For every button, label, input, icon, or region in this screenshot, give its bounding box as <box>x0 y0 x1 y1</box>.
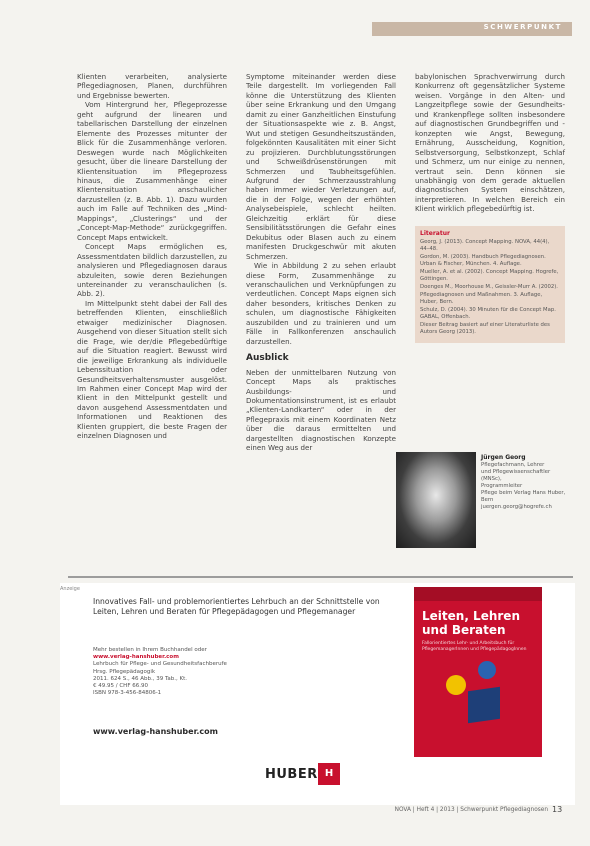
cube-icon <box>468 687 500 723</box>
ad-contact-line: Hrsg. Pflegepädagogik <box>93 668 156 675</box>
author-line: und Pflegewissenschaftler <box>481 469 551 475</box>
literature-box <box>415 226 565 343</box>
advertisement <box>60 583 575 805</box>
paragraph: Neben der unmittelbaren Nutzung von Concept Maps als praktisches Ausbildungs- und Dokumentationsinstrument, ist es erlaubt „Klienten-Landkarten“ oder in der Pflegepraxis mit einem Koordinaten Netz über die daraus ermittelten und dargestellten diagnostischen Konzepte einen Weg aus der <box>246 367 396 453</box>
ad-tagline: Innovatives Fall- und problemorientiertes Lehrbuch an der Schnittstelle von Leiten, Lehren und Beraten für Pflegepädagogen und Pflegemanager <box>93 597 380 617</box>
blue-ball-icon <box>478 661 496 679</box>
book-subtitle: Fallorientiertes Lehr- und Arbeitsbuch für PflegemanagerInnen und PflegepädagogInnen <box>422 641 527 652</box>
text-column-3 <box>415 72 565 343</box>
literature-heading: Literatur <box>420 229 450 237</box>
book-title-line: Leiten, Lehren <box>422 609 520 623</box>
text-column-2 <box>246 72 396 453</box>
ad-contact-link[interactable]: www.verlag-hanshuber.com <box>93 654 179 661</box>
paragraph: Wie in Abbildung 2 zu sehen erlaubt diese Form, Zusammenhänge zu veranschaulichen und Verknüpfungen zu verdeutlichen. Concept Maps eignen sich daher besonders, kritisches Denken zu schulen, um diagnostische Fähigkeiten auszubilden und zu trainieren und um Fälle in Fallkonferenzen anschaulich darzustellen. <box>246 261 396 346</box>
author-email: juergen.georg@hogrefe.ch <box>481 504 552 510</box>
paragraph: Concept Maps ermöglichen es, Assessmentdaten bildlich darzustellen, zu analysieren und Pflegediagnosen daraus abzuleiten, sowie deren Beziehungen untereinander zu veranschaulichen (s. Abb. 2). <box>77 242 227 299</box>
ad-contact-line: Mehr bestellen in Ihrem Buchhandel oder <box>93 647 207 653</box>
author-line: Bern <box>481 497 494 503</box>
section-heading: Ausblick <box>246 353 289 364</box>
literature-item: Mueller, A. et al. (2002). Concept Mapping. Hogrefe, Göttingen. <box>420 269 559 283</box>
paragraph: babylonischen Sprachverwirrung durch Konkurrenz oft gegensätzlicher Systeme weisen. Vorgänge in den Alten- und Langzeitpflege sowie der Gesundheits- und Krankenpflege sollten insbesondere auf diagnostischen Grundbegriffen und -konzepten wie Angst, Bewegung, Ernährung, Ausscheidung, Kognition, Selbstversorgung, Selbstkonzept, Schlaf und Schmerz, um nur einige zu nennen, vertraut sein. Denn können sie unabhängig von dem gerade aktuellen diagnostischen System einschätzen, interpretieren. In welchen Bereich ein Klient wirklich pflegebedürftig ist. <box>415 72 565 214</box>
ad-contact <box>93 647 293 697</box>
section-header <box>372 22 572 36</box>
book-title <box>422 609 538 637</box>
author-line: Pflege beim Verlag Hans Huber, <box>481 490 566 496</box>
ad-contact-line: € 49.95 / CHF 66.90 <box>93 683 148 690</box>
literature-item: Doenges M., Moorhouse M., Geissler-Murr A. (2002). Pflegediagnosen und Maßnahmen. 3. Auflage, Huber, Bern. <box>420 284 558 305</box>
author-box <box>415 452 573 548</box>
author-line: Programmleiter <box>481 483 523 489</box>
book-cover <box>414 587 542 757</box>
author-photo <box>396 452 476 548</box>
ad-contact-line: Lehrbuch für Pflege- und Gesundheitsfachberufe <box>93 661 227 668</box>
literature-item: Dieser Beitrag basiert auf einer Literaturliste des Autors Georg (2013). <box>420 321 550 336</box>
section-label: SCHWERPUNKT <box>483 23 562 31</box>
literature-item: Schulz, D. (2004). 30 Minuten für die Concept Map. GABAL, Offenbach. <box>420 306 556 320</box>
book-title-line: und Beraten <box>422 623 506 637</box>
author-line: (MNSc), <box>481 476 502 482</box>
literature-item: Georg, J. (2013). Concept Mapping. NOVA, 44(4), 44–48. <box>420 238 550 252</box>
ad-contact-line: ISBN 978-3-456-84806-1 <box>93 690 162 697</box>
ad-contact-line: 2011. 624 S., 46 Abb., 39 Tab., Kt. <box>93 675 188 682</box>
author-line: Pflegefachmann, Lehrer <box>481 462 545 468</box>
paragraph: Vom Hintergrund her, Pflegeprozesse geht aufgrund der linearen und tabellarischen Darstellung der einzelnen Elemente des Prozesses mitunter der Blick für die Zusammenhänge verloren. Deswegen wurde nach Möglichkeiten gesucht, über die lineare Darstellung der Klientensituation im Pflegeprozess hinaus, die Zusammenhänge einer Klientensituation anschaulicher darzustellen (z. B. Abb. 1). Dazu wurden auch im Falle auf Techniken des „Mind-Mappings“, „Clusterings“ und der „Concept-Map-Methode“ zurückgegriffen. Concept Maps entwickelt. <box>77 100 227 242</box>
book-illustration <box>438 659 518 733</box>
text-column-1 <box>77 72 227 441</box>
paragraph: Klienten verarbeiten, analysierte Pflegediagnosen, Planen, durchführen und Ergebnisse bewerten. <box>77 72 227 100</box>
publisher-name: HUBER <box>265 767 318 782</box>
journal-footer: NOVA | Heft 4 | 2013 | Schwerpunkt Pflegediagnosen <box>394 807 548 813</box>
publisher-logo-icon: H <box>318 763 340 785</box>
paragraph: Symptome miteinander werden diese Teile dargestellt. Im vorliegenden Fall könne die Unterstützung des Klienten über seine Erkrankung und den Umgang damit zu einer Ganzheitlichen Einstufung der Situationsaspekte wie z. B. Angst, Wut und stetigen Gesundheitszuständen, folgekönnten Kausalitäten mit einer Sicht zu projizieren. Durchblutungsstörungen und Schweißdrüsenstörungen mit Schmerzen und Taubheitsgefühlen. Aufgrund der Schmerzausstrahlung haben immer wieder Verletzungen auf, die in der Folge, wegen der erhöhten Analysebeispiele, schlecht heilten. Gleichzeitig erklärt für diese Sensibilitätsstörungen die Gefahr eines Dekubitus oder Blasen auch zu einem manifesten Druckgeschwür mit akuten Schmerzen. <box>246 72 396 261</box>
page-number: 13 <box>552 805 563 814</box>
paragraph: Im Mittelpunkt steht dabei der Fall des betreffenden Klienten, einschließlich etwaiger medizinischer Diagnosen. Ausgehend von dieser Situation stellt sich die Frage, wie der/die Pflegebedürftige auf die Situation reagiert. Bewusst wird die jeweilige Erkrankung als individuelle Lebenssituation oder Gesundheitsverhaltensmuster ausgelöst. Im Rahmen einer Concept Map wird der Klient in den Mittelpunkt gestellt und davon ausgehend Assessmentdaten und Informationen und Reaktionen des Klienten gruppiert, die beste Fragen der einzelnen Diagnosen und <box>77 298 227 441</box>
yellow-ball-icon <box>446 675 466 695</box>
ad-url[interactable]: www.verlag-hanshuber.com <box>93 727 218 736</box>
author-info <box>481 454 573 511</box>
divider <box>68 576 573 578</box>
author-name: Jürgen Georg <box>481 454 526 461</box>
literature-item: Gordon, M. (2003). Handbuch Pflegediagnosen. Urban & Fischer, München. 4. Auflage. <box>420 254 546 268</box>
ad-tag: Anzeige <box>60 586 80 592</box>
book-cover-band <box>414 587 542 601</box>
